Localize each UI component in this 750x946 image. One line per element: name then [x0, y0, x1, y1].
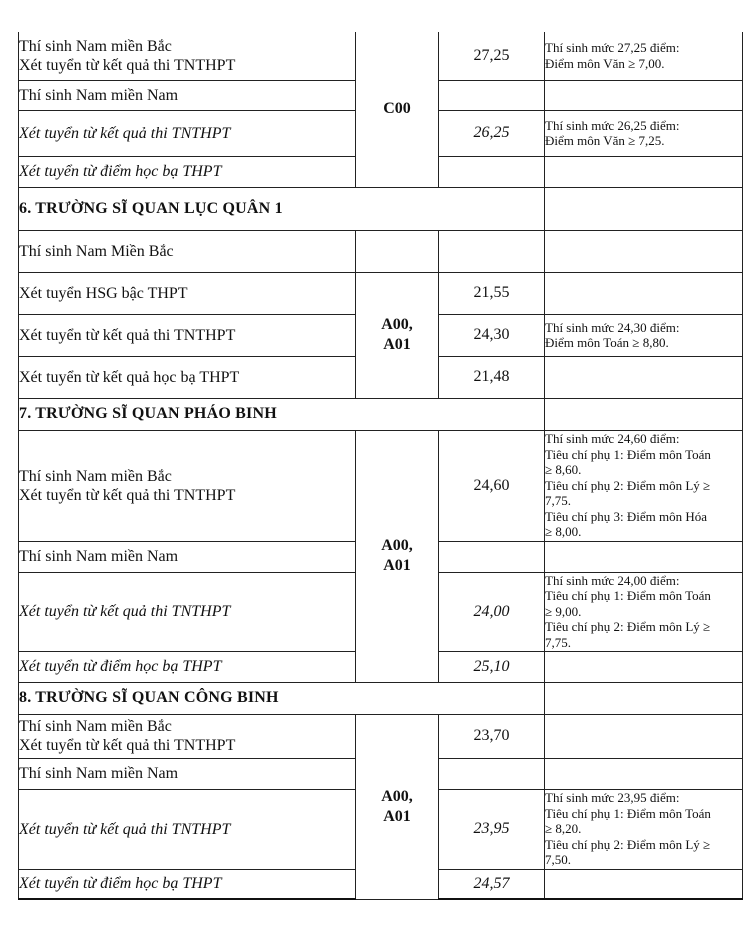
- note-cell: [545, 156, 743, 187]
- score-cell: 25,10: [439, 651, 545, 682]
- criteria-line: Xét tuyển từ kết quả thi TNTHPT: [19, 486, 236, 504]
- note-cell: [545, 356, 743, 398]
- note-cell: [545, 230, 743, 272]
- note-cell: [545, 541, 743, 572]
- note-line: Tiêu chí phụ 2: Điểm môn Lý ≥: [545, 836, 711, 852]
- criteria-line: Xét tuyển từ kết quả thi TNTHPT: [19, 56, 236, 74]
- note-line: Tiêu chí phụ 1: Điểm môn Toán: [545, 446, 711, 462]
- criteria-line: Thí sinh Nam miền Bắc: [19, 718, 172, 735]
- note-line: Tiêu chí phụ 3: Điểm môn Hóa: [545, 508, 708, 524]
- criteria-cell: Thí sinh Nam miền Nam: [19, 541, 356, 572]
- note-line: 7,75.: [545, 493, 571, 509]
- table-row: [19, 430, 743, 541]
- section-title: 8. TRƯỜNG SĨ QUAN CÔNG BINH: [19, 682, 545, 714]
- note-line: Tiêu chí phụ 2: Điểm môn Lý ≥: [545, 619, 711, 635]
- criteria-cell: Xét tuyển từ điểm học bạ THPT: [19, 869, 356, 899]
- criteria-cell: Xét tuyển từ điểm học bạ THPT: [19, 651, 356, 682]
- criteria-cell: Thí sinh Nam miền Nam: [19, 80, 356, 110]
- note-line: Tiêu chí phụ 1: Điểm môn Toán: [545, 588, 711, 604]
- score-cell: 21,55: [439, 272, 545, 314]
- note-cell: [545, 789, 743, 869]
- section-header-row: [19, 682, 743, 714]
- note-line: 7,75.: [545, 634, 571, 650]
- admission-score-table: [18, 32, 743, 900]
- score-cell: [439, 758, 545, 789]
- subject-block-cell: [356, 714, 439, 899]
- note-cell: [545, 314, 743, 356]
- criteria-line: Thí sinh Nam miền Bắc: [19, 37, 172, 55]
- note-line: Thí sinh mức 24,60 điểm:: [545, 431, 680, 447]
- table-row: [19, 272, 743, 314]
- score-cell: 24,30: [439, 314, 545, 356]
- note-cell: [545, 651, 743, 682]
- criteria-cell: Xét tuyển từ kết quả thi TNTHPT: [19, 789, 356, 869]
- subject-block-cell: [356, 230, 439, 272]
- subject-block-cell: [356, 272, 439, 398]
- note-line: Điểm môn Toán ≥ 8,80.: [545, 335, 669, 350]
- note-cell: [545, 80, 743, 110]
- section-header-row: [19, 398, 743, 430]
- criteria-cell: Xét tuyển HSG bậc THPT: [19, 272, 356, 314]
- score-cell: 23,70: [439, 714, 545, 758]
- criteria-cell: [19, 32, 356, 80]
- note-line: ≥ 8,60.: [545, 462, 582, 478]
- note-line: Điểm môn Văn ≥ 7,00.: [545, 55, 665, 71]
- score-cell: 27,25: [439, 32, 545, 80]
- subject-block: C00: [383, 100, 411, 118]
- score-cell: [439, 156, 545, 187]
- score-cell: 23,95: [439, 789, 545, 869]
- section-title: 6. TRƯỜNG SĨ QUAN LỤC QUÂN 1: [19, 187, 545, 230]
- subject-block: A00,: [381, 787, 413, 805]
- note-line: Tiêu chí phụ 2: Điểm môn Lý ≥: [545, 477, 711, 493]
- score-cell: 26,25: [439, 110, 545, 156]
- score-cell: [439, 80, 545, 110]
- criteria-cell: Xét tuyển từ điểm học bạ THPT: [19, 156, 356, 187]
- table-row: [19, 230, 743, 272]
- note-cell: [545, 32, 743, 80]
- criteria-cell: Thí sinh Nam miền Nam: [19, 758, 356, 789]
- note-cell: [545, 430, 743, 541]
- note-cell: [545, 714, 743, 758]
- criteria-cell: Xét tuyển từ kết quả thi TNTHPT: [19, 110, 356, 156]
- note-cell: [545, 272, 743, 314]
- criteria-line: Thí sinh Nam miền Bắc: [19, 467, 172, 485]
- score-cell: 24,60: [439, 430, 545, 541]
- subject-block: A01: [383, 557, 411, 574]
- table-row: [19, 32, 743, 80]
- note-line: Thí sinh mức 27,25 điểm:: [545, 40, 680, 56]
- subject-block-cell: [356, 32, 439, 187]
- note-cell: [545, 110, 743, 156]
- note-line: 7,50.: [545, 852, 571, 868]
- note-line: Thí sinh mức 24,30 điểm:: [545, 319, 680, 335]
- score-cell: 24,57: [439, 869, 545, 899]
- note-cell: [545, 398, 743, 430]
- section-title: 7. TRƯỜNG SĨ QUAN PHÁO BINH: [19, 398, 545, 430]
- note-line: ≥ 9,00.: [545, 603, 582, 619]
- note-line: Thí sinh mức 24,00 điểm:: [545, 572, 680, 588]
- table-row: [19, 714, 743, 758]
- criteria-cell: [19, 430, 356, 541]
- subject-block-cell: [356, 430, 439, 682]
- subject-block: A01: [383, 807, 411, 825]
- note-cell: [545, 869, 743, 899]
- note-cell: [545, 187, 743, 230]
- score-cell: [439, 230, 545, 272]
- criteria-cell: Xét tuyển từ kết quả học bạ THPT: [19, 356, 356, 398]
- subject-block: A00,: [381, 537, 413, 554]
- note-cell: [545, 572, 743, 651]
- criteria-cell: Thí sinh Nam Miền Bắc: [19, 230, 356, 272]
- score-cell: 21,48: [439, 356, 545, 398]
- note-line: ≥ 8,20.: [545, 821, 582, 837]
- score-cell: 24,00: [439, 572, 545, 651]
- subject-block: A01: [383, 336, 411, 353]
- criteria-cell: Xét tuyển từ kết quả thi TNTHPT: [19, 314, 356, 356]
- note-line: Điểm môn Văn ≥ 7,25.: [545, 133, 665, 148]
- note-line: Thí sinh mức 23,95 điểm:: [545, 790, 680, 806]
- note-line: Thí sinh mức 26,25 điểm:: [545, 117, 680, 133]
- subject-block: A00,: [381, 316, 413, 333]
- criteria-cell: Xét tuyển từ kết quả thi TNTHPT: [19, 572, 356, 651]
- note-line: ≥ 8,00.: [545, 524, 582, 540]
- score-cell: [439, 541, 545, 572]
- criteria-cell: [19, 714, 356, 758]
- note-cell: [545, 758, 743, 789]
- note-line: Tiêu chí phụ 1: Điểm môn Toán: [545, 805, 711, 821]
- section-header-row: [19, 187, 743, 230]
- note-cell: [545, 682, 743, 714]
- criteria-line: Xét tuyển từ kết quả thi TNTHPT: [19, 737, 236, 754]
